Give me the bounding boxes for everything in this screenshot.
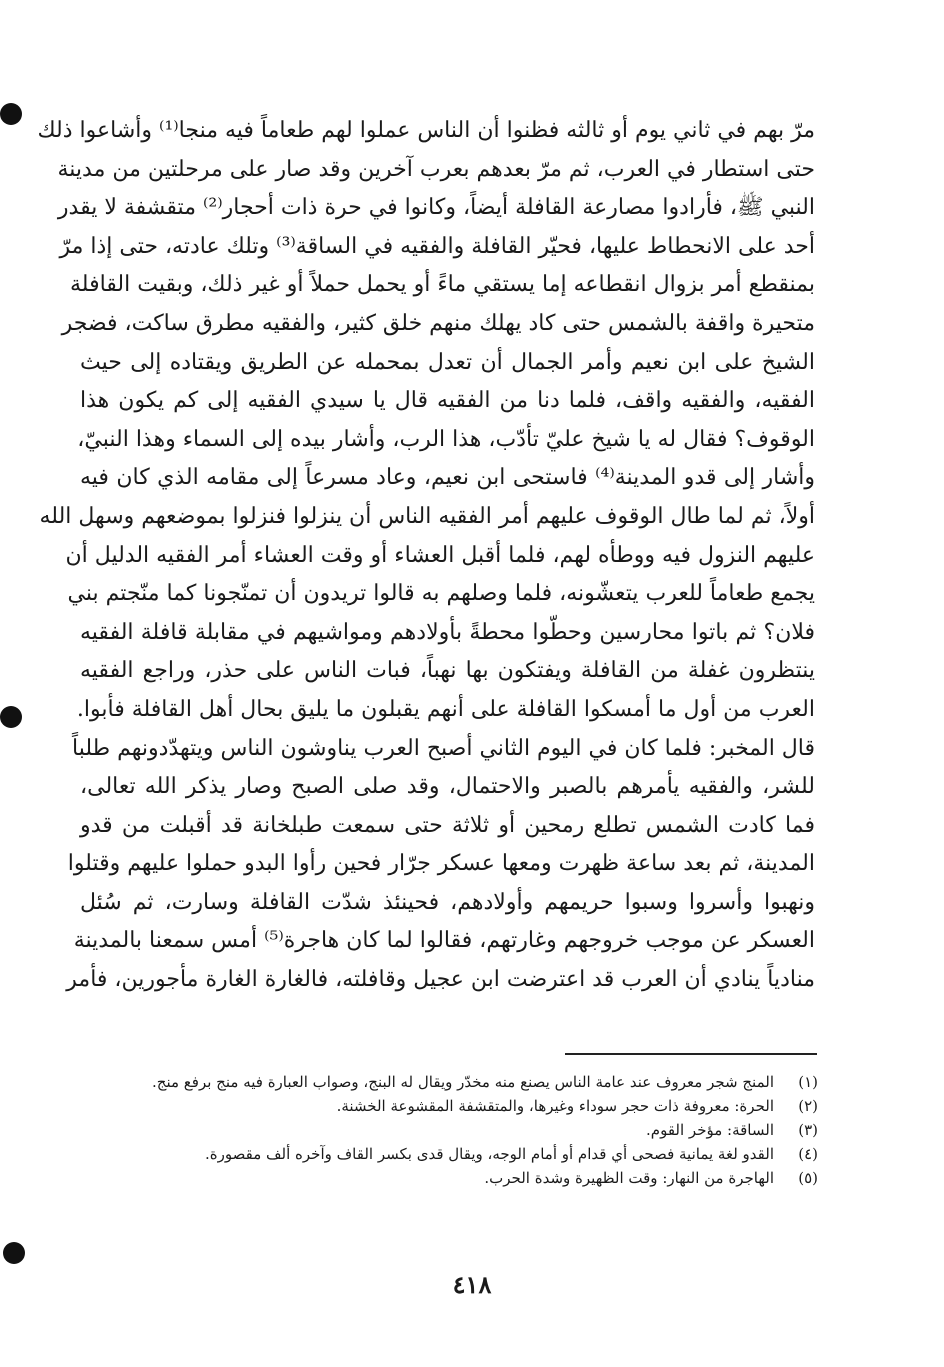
text-line: أولاً، ثم لما طال الوقوف عليهم أمر الفقيه الناس أن ينزلوا فنزلوا بموضعهم وسهل الله (39, 503, 815, 529)
text-line: أحد على الانحطاط عليها، فحيّر القافلة والفقيه في الساقة⁽³⁾ وتلك عادته، حتى إذا مرّ (59, 233, 815, 259)
text-line: حتى استطار في العرب، ثم مرّ بعدهم بعرب آخرين وقد صار على مرحلتين من مدينة (57, 156, 815, 182)
text-line: العسكر عن موجب خروجهم وغارتهم، فقالوا لما كان هاجرة⁽⁵⁾ أمس سمعنا بالمدينة (73, 928, 815, 954)
footnote (70, 1070, 818, 1094)
text-line: منادياً ينادي أن العرب قد اعترضت ابن عجيل وقافلته، فالغارة الغارة مأجورين، فأمر (66, 967, 815, 993)
footnote (70, 1094, 818, 1118)
footnote (70, 1118, 818, 1142)
text-line: النبي ﷺ، فأرادوا مصارعة القافلة أيضاً، وكانوا في حرة ذات أحجار⁽²⁾ متقشفة لا يقدر (57, 195, 815, 221)
binder-hole-bottom (3, 1242, 25, 1264)
page-number: ٤١٨ (452, 1270, 492, 1299)
text-line: وأشار إلى قدو المدينة⁽⁴⁾ فاستحى ابن نعيم، وعاد مسرعاً إلى مقامه الذي كان فيه (80, 465, 816, 491)
binder-hole-top (0, 103, 22, 125)
footnote (70, 1142, 818, 1166)
body-text (37, 112, 816, 1000)
binder-hole-middle (0, 706, 22, 728)
text-line: المدينة، ثم بعد ساعة ظهرت ومعها عسكر جرّار فحين رأوا البدو حملوا عليهم وقتلوا (67, 851, 815, 877)
text-line: ينتظرون غفلة من القافلة ويفتكون بها نهباً، فبات الناس على حذر، وراجع الفقيه (80, 658, 815, 684)
text-line: العرب من أول ما أمسكوا القافلة على أنهم يقبلون ما يليق بحال أهل القافلة فأبوا. (76, 696, 815, 722)
text-line: بمنقطع أمر بزوال انقطاعه إما يستقي ماءً أو يحمل حملاً أو غير ذلك، وبقيت القافلة (69, 272, 815, 298)
footnote-text: الساقة: مؤخر القوم. (646, 1121, 774, 1139)
footnote-number: (١) (798, 1073, 818, 1091)
text-line: قال المخبر: فلما كان في اليوم الثاني أصبح العرب يناوشون الناس ويتهدّدونهم طلباً (71, 735, 815, 761)
text-line: الشيخ على ابن نعيم وأمر الجمال أن تعدل بمحمله عن الطريق ويقتاده إلى حيث (80, 349, 815, 375)
footnote-text: القدو لغة يمانية فصحى أي قدام أو أمام الوجه، ويقال قدى بكسر القاف وآخره ألف مقصورة. (204, 1145, 774, 1163)
footnote-number: (٣) (798, 1121, 818, 1139)
text-line: الوقوف؟ فقال له يا شيخ عليّ تأدّب، هذا الرب، وأشار بيده إلى السماء وهذا النبيّ، (77, 426, 815, 452)
footnote (70, 1166, 818, 1190)
text-line: فما كادت الشمس تطلع رمحين أو ثلاثة حتى سمعت طبلخانة قد أقبلت من قدو (80, 812, 815, 838)
text-line: متحيرة واقفة بالشمس حتى كاد يهلك منهم خلق كثير، والفقيه مطرق ساكت، فضجر (61, 310, 815, 336)
text-line: يجمع طعاماً للعرب يتعشّونه، فلما وصلهم به قالوا تريدون أن تمنّجونا كما منّجتم بني (67, 581, 815, 607)
text-line: ونهبوا وأسروا وسبوا حريمهم وأولادهم، فحينئذ شدّت القافلة وسارت، ثم سُئل (80, 889, 815, 915)
footnote-number: (٢) (798, 1097, 818, 1115)
footnote-text: الحرة: معروفة ذات حجر سوداء وغيرها، والمتقشفة المقشوعة الخشنة. (336, 1097, 774, 1115)
text-line: الفقيه، والفقيه واقف، فلما دنا من الفقيه قال يا سيدي الفقيه إلى كم يكون هذا (80, 388, 815, 414)
footnote-number: (٥) (798, 1169, 818, 1187)
footnote-text: المنج شجر معروف عند عامة الناس يصنع منه مخدّر ويقال له البنج، وصواب العبارة فيه منج برفع منج. (152, 1073, 774, 1091)
footnotes (70, 1070, 818, 1190)
text-line: للشر، والفقيه يأمرهم بالصبر والاحتمال، وقد صلى الصبح وصار يذكر الله تعالى، (80, 774, 815, 800)
footnote-number: (٤) (798, 1145, 818, 1163)
text-line: عليهم النزول فيه ووطأه لهم، فلما أقبل العشاء أو وقت العشاء أمر الفقيه الدليل أن (65, 542, 815, 568)
text-line: مرّ بهم في ثاني يوم أو ثالثه فظنوا أن الناس عملوا لهم طعاماً فيه منجا⁽¹⁾ وأشاعوا ذلك (37, 118, 815, 143)
text-line: فلان؟ ثم باتوا محارسين وحطّوا محطةً بأولادهم ومواشيهم في مقابلة قافلة الفقيه (80, 619, 815, 645)
footnote-separator (565, 1053, 817, 1055)
footnote-text: الهاجرة من النهار: وقت الظهيرة وشدة الحرب. (484, 1169, 774, 1187)
